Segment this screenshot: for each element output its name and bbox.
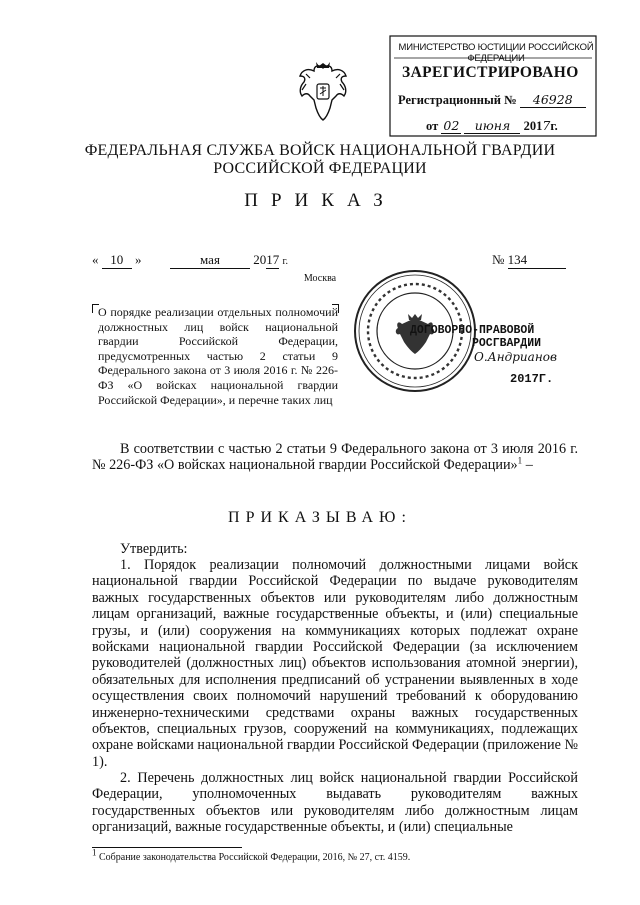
seal-department-line1: ДОГОВОРНО-ПРАВОВОЙ (410, 324, 535, 337)
order-number-value: 134 (508, 252, 566, 269)
order-date-month-year (170, 252, 288, 269)
registration-date-year-suffix: 7 (542, 118, 551, 133)
registration-ministry: МИНИСТЕРСТВО ЮСТИЦИИ РОССИЙСКОЙ ФЕДЕРАЦИИ (398, 42, 594, 64)
preamble-text: В соответствии с частью 2 статьи 9 Федерального закона от 3 июля 2016 г. № 226-ФЗ «О войсках национальной гвардии Российской Федерации» (92, 441, 578, 474)
order-number-label: № (492, 252, 505, 267)
order-date (92, 252, 142, 269)
date-year-unit: г. (282, 256, 288, 267)
registration-status: ЗАРЕГИСТРИРОВАНО (402, 64, 579, 81)
registration-date-prefix: от (426, 119, 439, 133)
date-year-prefix: 20 (253, 252, 267, 267)
footnote (92, 847, 411, 863)
handwritten-signature: О.Андрианов (474, 350, 557, 364)
approve-heading: Утвердить: (120, 541, 188, 557)
agency-name-line2: РОССИЙСКОЙ ФЕДЕРАЦИИ (213, 160, 427, 177)
preamble-end: – (522, 457, 533, 474)
footnote-mark: 1 (92, 847, 97, 858)
registration-date-month: июня (464, 118, 520, 134)
double-headed-eagle-emblem-icon (294, 60, 352, 124)
footnote-divider (92, 847, 242, 848)
registration-date-year-unit: г. (550, 119, 558, 133)
date-open-quote: « (92, 252, 99, 267)
order-subject: О порядке реализации отдельных полномочий должностных лиц войск национальной гвардии Российской Федерации, предусмотренных частью 2 статьи 9 Федерального закона от 3 июля 2016 г. № 226-ФЗ «О войсках национальной гвардии Российской Федерации», и перечне таких лиц (98, 305, 338, 407)
registration-date-day: 02 (441, 118, 461, 134)
order-item-2: 2. Перечень должностных лиц войск национальной гвардии Российской Федерации, уполномоченных выдавать руководителям важных государственных объектов или руководителям либо должностным лицам организаций, важные государственные объекты, и (или) специальные (92, 770, 578, 836)
date-month: мая (170, 252, 250, 269)
order-number (492, 252, 566, 269)
footnote-text: Собрание законодательства Российской Федерации, 2016, № 27, ст. 4159. (96, 852, 411, 863)
seal-department (410, 324, 541, 350)
registration-number-label: Регистрационный № (398, 93, 517, 107)
date-close-quote: » (135, 252, 142, 267)
registration-number-value: 46928 (520, 92, 586, 108)
city: Москва (303, 273, 337, 284)
agency-name-line1: ФЕДЕРАЛЬНАЯ СЛУЖБА ВОЙСК НАЦИОНАЛЬНОЙ ГВАРДИИ (84, 142, 556, 159)
footnote-marker: 1 (517, 455, 523, 466)
registration-number-line (398, 92, 586, 108)
registration-date-year-prefix: 201 (523, 119, 543, 133)
date-year-suffix: 17 (266, 252, 280, 267)
order-word: ПРИКАЗЫВАЮ: (228, 509, 412, 526)
seal-department-line2: РОСГВАРДИИ (472, 337, 542, 350)
order-item-1: 1. Порядок реализации полномочий должностными лицами войск национальной гвардии Российской Федерации по выдаче руководителям важных государственных объектов или руководителям либо должностным лицам организаций, важные государственные объекты, и (или) специальные грузы, и (или) сооружения на коммуникациях которых подлежат охране войсками национальной гвардии Российской Федерации (за исключением руководителей (должностных лиц) объектов использования атомной энергии), обязательных для исполнения предписаний об устранении выявленных в ходе осуществления своих полномочий нарушений требований к оборудованию инженерно-техническими средствами охраны важных государственных объектов, специальных грузов, сооружений на коммуникациях, подлежащих охране войсками национальной гвардии Российской Федерации (приложение № 1). (92, 557, 578, 770)
document-type: ПРИКАЗ (244, 190, 396, 211)
date-day: 10 (102, 252, 132, 269)
seal-year: 2017Г. (510, 372, 554, 386)
preamble-paragraph (92, 441, 578, 474)
registration-date-line (426, 118, 558, 134)
registration-stamp (388, 34, 598, 138)
